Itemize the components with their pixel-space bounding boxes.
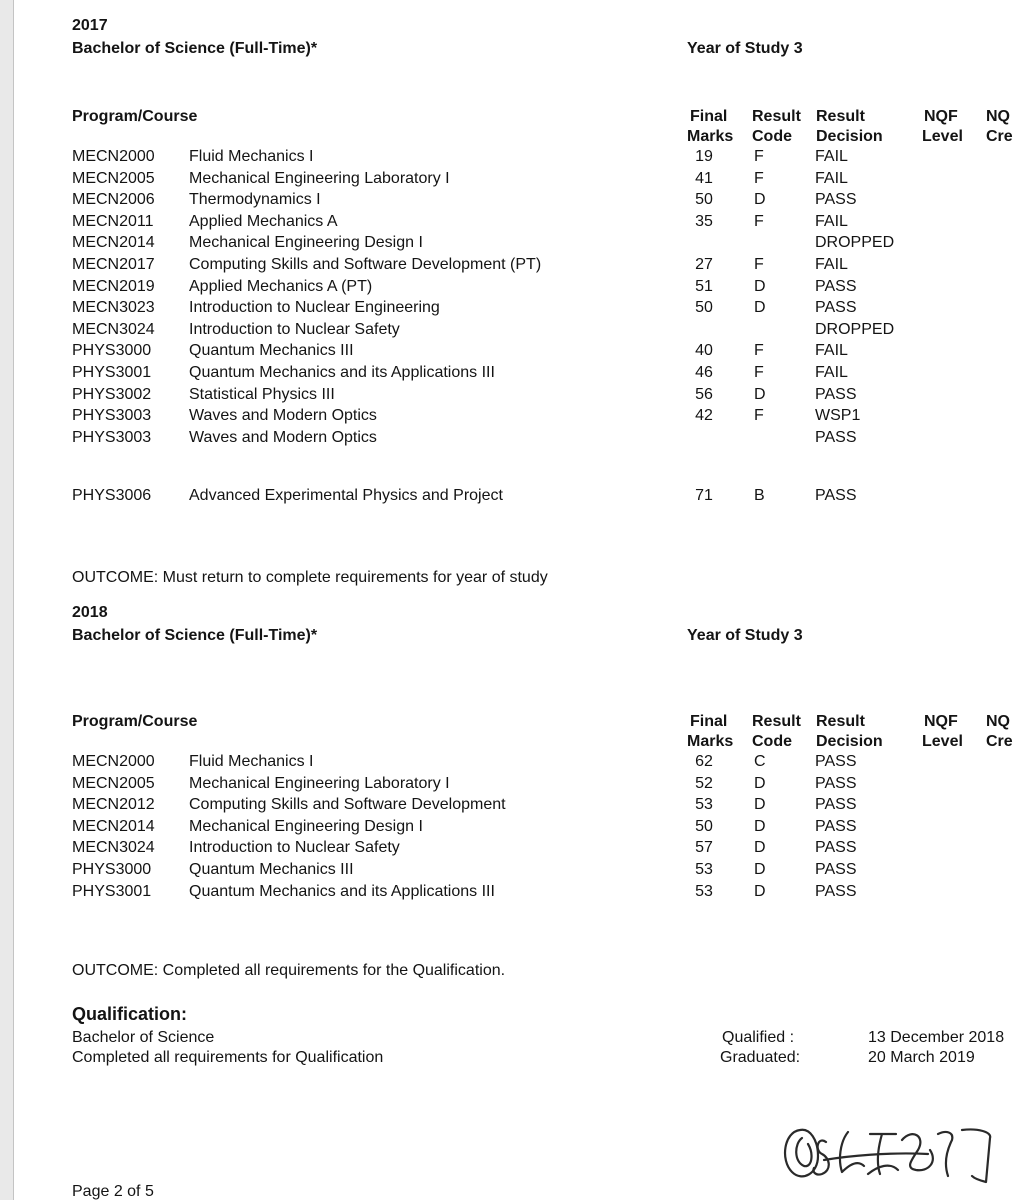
result-decision: PASS <box>815 428 857 446</box>
col-final-1: Final <box>690 713 728 730</box>
result-decision: PASS <box>815 882 857 900</box>
course-code: MECN2014 <box>72 234 155 252</box>
result-decision: FAIL <box>815 256 848 273</box>
final-mark: 46 <box>695 364 713 381</box>
course-name: Mechanical Engineering Laboratory I <box>189 169 450 187</box>
result-code: D <box>754 299 766 317</box>
year-of-study-2018: Year of Study 3 <box>687 627 803 644</box>
col-final-2: Marks <box>687 733 734 750</box>
course-row <box>0 486 1013 508</box>
result-code: D <box>754 882 766 900</box>
course-code: MECN3024 <box>72 320 155 338</box>
col-nqf-level-2: Level <box>922 128 963 145</box>
course-name: Fluid Mechanics I <box>189 753 314 770</box>
result-code: D <box>754 861 766 878</box>
result-code: D <box>754 774 766 792</box>
course-code: PHYS3002 <box>72 385 152 403</box>
qualification-degree: Bachelor of Science <box>72 1029 215 1046</box>
course-name: Statistical Physics III <box>189 385 335 403</box>
course-row <box>0 838 1013 860</box>
col-result-code-1: Result <box>752 108 801 125</box>
outcome-2018: OUTCOME: Completed all requirements for the Qualification. <box>72 962 506 979</box>
final-mark: 62 <box>695 753 713 770</box>
course-name: Applied Mechanics A (PT) <box>189 277 373 295</box>
col-result-decision-2: Decision <box>816 128 883 145</box>
final-mark: 50 <box>695 191 713 209</box>
result-decision: PASS <box>815 861 857 878</box>
col-result-decision-1: Result <box>816 713 865 730</box>
course-code: MECN2005 <box>72 774 155 792</box>
final-mark: 51 <box>695 277 713 295</box>
col-nqf-credits-1: NQ <box>986 108 1010 125</box>
col-result-code-2: Code <box>752 128 792 145</box>
final-mark: 71 <box>695 487 713 504</box>
course-name: Advanced Experimental Physics and Project <box>189 487 503 504</box>
course-code: MECN2014 <box>72 817 155 835</box>
final-mark: 27 <box>695 256 713 273</box>
course-code: MECN2017 <box>72 256 155 273</box>
qualification-heading: Qualification: <box>72 1004 188 1024</box>
year-heading-2018: 2018 <box>72 604 108 621</box>
course-name: Introduction to Nuclear Engineering <box>189 299 440 317</box>
result-code: C <box>754 753 766 770</box>
col-program-course: Program/Course <box>72 108 198 125</box>
result-decision: PASS <box>815 796 857 814</box>
result-decision: PASS <box>815 753 857 770</box>
graduated-date: 20 March 2019 <box>868 1049 975 1066</box>
page-number: Page 2 of 5 <box>72 1183 154 1200</box>
course-code: MECN2006 <box>72 191 155 209</box>
final-mark: 53 <box>695 882 713 900</box>
course-row <box>0 428 1013 450</box>
col-final-1: Final <box>690 108 728 125</box>
col-result-code-1: Result <box>752 713 801 730</box>
col-nqf-level-2: Level <box>922 733 963 750</box>
course-name: Waves and Modern Optics <box>189 407 377 425</box>
course-name: Mechanical Engineering Design I <box>189 234 423 252</box>
course-code: MECN2019 <box>72 277 155 295</box>
result-decision: FAIL <box>815 342 848 360</box>
qualified-date: 13 December 2018 <box>868 1029 1005 1046</box>
final-mark: 53 <box>695 796 713 814</box>
year-heading-2017: 2017 <box>72 17 108 34</box>
course-name: Mechanical Engineering Design I <box>189 817 423 835</box>
course-code: PHYS3001 <box>72 882 152 900</box>
result-decision: FAIL <box>815 212 848 230</box>
col-final-2: Marks <box>687 128 734 145</box>
final-mark: 50 <box>695 817 713 835</box>
course-code: MECN2000 <box>72 753 155 770</box>
qualified-label: Qualified : <box>722 1029 795 1046</box>
final-mark: 50 <box>695 299 713 317</box>
year-of-study-2017: Year of Study 3 <box>687 40 803 57</box>
course-name: Quantum Mechanics III <box>189 861 354 878</box>
course-name: Computing Skills and Software Development (PT) <box>189 256 542 273</box>
result-decision: PASS <box>815 774 857 792</box>
result-decision: PASS <box>815 839 857 857</box>
result-decision: FAIL <box>815 364 848 381</box>
course-name: Quantum Mechanics III <box>189 342 354 360</box>
course-row <box>0 147 1013 169</box>
signature-stroke <box>840 1132 864 1172</box>
course-code: PHYS3003 <box>72 407 152 425</box>
signature-stroke <box>938 1132 952 1176</box>
result-code: D <box>754 385 766 403</box>
course-row <box>0 341 1013 363</box>
final-mark: 57 <box>695 839 713 857</box>
course-row <box>0 774 1013 796</box>
course-name: Introduction to Nuclear Safety <box>189 320 400 338</box>
course-code: MECN2012 <box>72 796 155 814</box>
course-name: Quantum Mechanics and its Applications III <box>189 882 495 900</box>
signature-stroke <box>962 1129 990 1182</box>
col-result-decision-2: Decision <box>816 733 883 750</box>
col-nqf-credits-2: Cre <box>986 128 1013 145</box>
course-code: MECN2005 <box>72 169 155 187</box>
course-row <box>0 363 1013 385</box>
result-code: D <box>754 277 766 295</box>
result-code: D <box>754 796 766 814</box>
course-code: MECN2000 <box>72 148 155 165</box>
result-code: F <box>754 364 764 381</box>
result-code: B <box>754 487 765 504</box>
result-decision: DROPPED <box>815 234 895 252</box>
course-row <box>0 817 1013 839</box>
course-name: Waves and Modern Optics <box>189 428 377 446</box>
col-result-decision-1: Result <box>816 108 865 125</box>
course-row <box>0 169 1013 191</box>
result-code: F <box>754 212 764 230</box>
course-row <box>0 233 1013 255</box>
result-code: F <box>754 256 764 273</box>
course-row <box>0 277 1013 299</box>
final-mark: 52 <box>695 774 713 792</box>
final-mark: 42 <box>695 407 713 425</box>
signature-stroke <box>796 1138 811 1166</box>
col-result-code-2: Code <box>752 733 792 750</box>
course-row <box>0 190 1013 212</box>
course-row <box>0 752 1013 774</box>
result-decision: FAIL <box>815 169 848 187</box>
course-code: MECN3023 <box>72 299 155 317</box>
program-name-2017: Bachelor of Science (Full-Time)* <box>72 40 318 57</box>
course-code: MECN2011 <box>72 212 154 230</box>
result-code: D <box>754 839 766 857</box>
course-code: PHYS3006 <box>72 487 152 504</box>
final-mark: 56 <box>695 385 713 403</box>
result-code: D <box>754 817 766 835</box>
course-name: Thermodynamics I <box>189 191 321 209</box>
col-program-course: Program/Course <box>72 713 198 730</box>
result-code: D <box>754 191 766 209</box>
course-row <box>0 320 1013 342</box>
result-decision: WSP1 <box>815 407 861 425</box>
course-name: Mechanical Engineering Laboratory I <box>189 774 450 792</box>
result-decision: PASS <box>815 487 857 504</box>
course-name: Quantum Mechanics and its Applications III <box>189 364 495 381</box>
course-row <box>0 255 1013 277</box>
course-code: PHYS3000 <box>72 342 152 360</box>
signature-stroke <box>902 1134 933 1170</box>
program-name-2018: Bachelor of Science (Full-Time)* <box>72 627 318 644</box>
course-row <box>0 860 1013 882</box>
course-name: Applied Mechanics A <box>189 212 338 230</box>
signature-image <box>778 1120 1010 1184</box>
graduated-label: Graduated: <box>720 1049 801 1066</box>
course-row <box>0 882 1013 904</box>
col-nqf-credits-1: NQ <box>986 713 1010 730</box>
final-mark: 40 <box>695 342 713 360</box>
course-code: PHYS3001 <box>72 364 152 381</box>
course-name: Computing Skills and Software Development <box>189 796 506 814</box>
outcome-2017: OUTCOME: Must return to complete requirements for year of study <box>72 569 548 586</box>
course-row <box>0 795 1013 817</box>
result-code: F <box>754 342 764 360</box>
course-name: Fluid Mechanics I <box>189 148 314 165</box>
result-decision: PASS <box>815 385 857 403</box>
result-decision: PASS <box>815 191 857 209</box>
course-code: MECN3024 <box>72 839 155 857</box>
result-decision: FAIL <box>815 148 848 165</box>
final-mark: 19 <box>695 148 713 165</box>
result-code: F <box>754 148 764 165</box>
final-mark: 35 <box>695 212 713 230</box>
result-decision: PASS <box>815 277 857 295</box>
course-row <box>0 385 1013 407</box>
course-code: PHYS3003 <box>72 428 152 446</box>
final-mark: 53 <box>695 861 713 878</box>
col-nqf-credits-2: Cre <box>986 733 1013 750</box>
course-row <box>0 298 1013 320</box>
col-nqf-level-1: NQF <box>924 713 958 730</box>
course-name: Introduction to Nuclear Safety <box>189 839 400 857</box>
final-mark: 41 <box>695 169 713 187</box>
result-decision: PASS <box>815 299 857 317</box>
col-nqf-level-1: NQF <box>924 108 958 125</box>
result-decision: PASS <box>815 817 857 835</box>
course-row <box>0 212 1013 234</box>
qualification-status: Completed all requirements for Qualification <box>72 1049 384 1066</box>
course-row <box>0 406 1013 428</box>
result-code: F <box>754 407 764 425</box>
result-code: F <box>754 169 764 187</box>
result-decision: DROPPED <box>815 320 895 338</box>
course-code: PHYS3000 <box>72 861 152 878</box>
